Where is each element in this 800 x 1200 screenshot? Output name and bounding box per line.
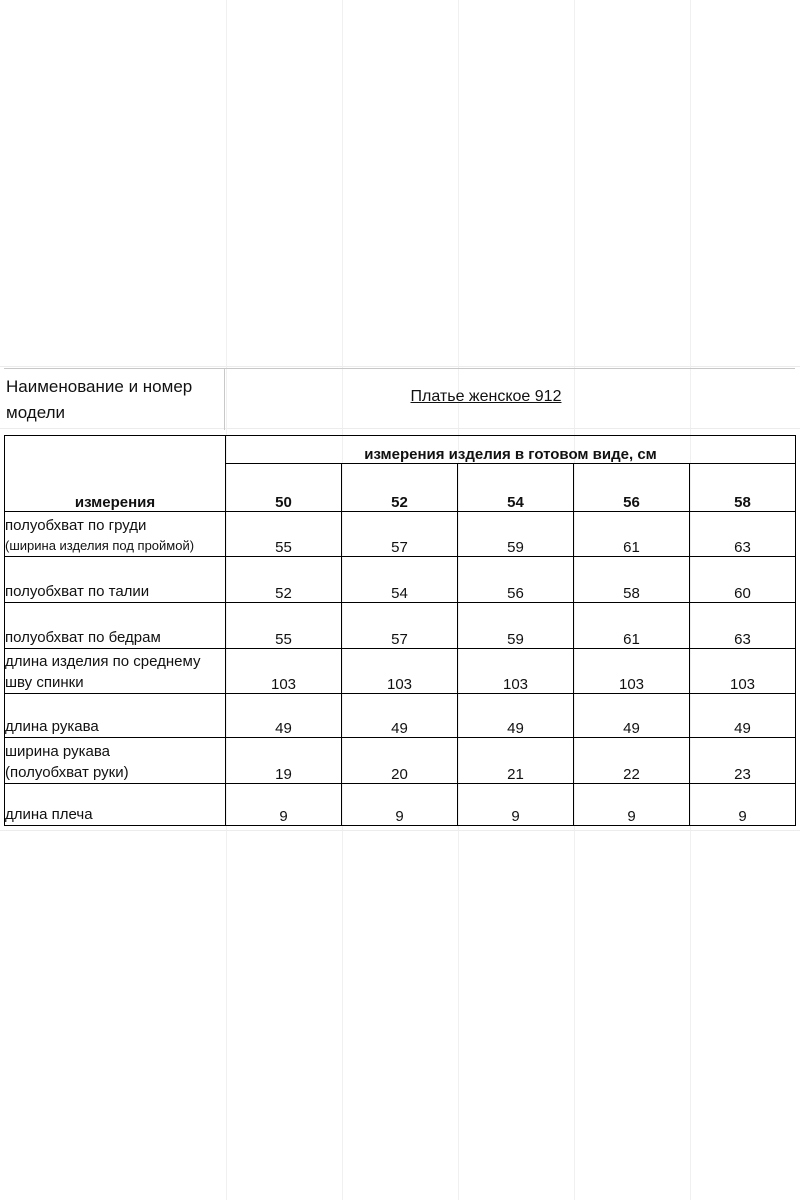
table-row: [5, 738, 796, 784]
header-border-top: [4, 368, 795, 369]
value-cell: 103: [226, 649, 342, 694]
value-cell: 22: [574, 738, 690, 784]
row-label: длина плеча: [5, 806, 93, 823]
table-row: [5, 784, 796, 826]
value-cell: 49: [342, 694, 458, 738]
value-cell: 9: [574, 784, 690, 826]
value-cell: 61: [574, 512, 690, 557]
size-header: 56: [574, 464, 690, 512]
row-label-cell: [5, 694, 226, 738]
header-divider: [224, 368, 225, 430]
value-cell: 103: [342, 649, 458, 694]
value-cell: 54: [342, 557, 458, 603]
value-cell: 9: [342, 784, 458, 826]
value-cell: 103: [690, 649, 796, 694]
row-label: полуобхват по талии: [5, 583, 150, 600]
value-cell: 19: [226, 738, 342, 784]
row-label: полуобхват по бедрам: [5, 629, 161, 646]
row-label-cell: [5, 784, 226, 826]
table-row: [5, 694, 796, 738]
size-header: 58: [690, 464, 796, 512]
size-header: 52: [342, 464, 458, 512]
value-cell: 61: [574, 603, 690, 649]
value-cell: 49: [690, 694, 796, 738]
value-cell: 63: [690, 512, 796, 557]
caption-row: [5, 436, 796, 464]
value-cell: 21: [458, 738, 574, 784]
value-cell: 63: [690, 603, 796, 649]
row-label: ширина рукава: [5, 743, 110, 760]
value-cell: 57: [342, 603, 458, 649]
value-cell: 9: [226, 784, 342, 826]
value-cell: 59: [458, 603, 574, 649]
value-cell: 49: [574, 694, 690, 738]
value-cell: 52: [226, 557, 342, 603]
row-sublabel: (ширина изделия под проймой): [5, 538, 195, 553]
value-cell: 49: [226, 694, 342, 738]
row-label-cell: [5, 512, 226, 557]
value-cell: 56: [458, 557, 574, 603]
value-cell: 103: [458, 649, 574, 694]
grid-line: [0, 366, 800, 367]
table-caption: измерения изделия в готовом виде, см: [226, 436, 796, 464]
model-name-label: Наименование и номер модели: [6, 377, 193, 422]
row-label-cell: [5, 649, 226, 694]
value-cell: 49: [458, 694, 574, 738]
grid-line: [0, 428, 800, 429]
table-row: [5, 512, 796, 557]
table-row: [5, 649, 796, 694]
value-cell: 55: [226, 512, 342, 557]
row-label: полуобхват по груди: [5, 517, 147, 534]
value-cell: 59: [458, 512, 574, 557]
table-row: [5, 557, 796, 603]
row-label-cell: [5, 603, 226, 649]
row-label-cell: [5, 557, 226, 603]
value-cell: 57: [342, 512, 458, 557]
size-header: 54: [458, 464, 574, 512]
value-cell: 20: [342, 738, 458, 784]
row-label-cell: [5, 738, 226, 784]
value-cell: 60: [690, 557, 796, 603]
table-row: [5, 603, 796, 649]
grid-line: [0, 830, 800, 831]
value-cell: 55: [226, 603, 342, 649]
row-label: длина рукава: [5, 718, 99, 735]
measure-header-cell: измерения: [5, 436, 226, 512]
row-sublabel: (полуобхват руки): [5, 764, 129, 781]
row-sublabel: шву спинки: [5, 674, 84, 691]
row-label: длина изделия по среднему: [5, 653, 201, 670]
value-cell: 23: [690, 738, 796, 784]
model-title: Платье женское 912: [410, 388, 562, 405]
value-cell: 103: [574, 649, 690, 694]
value-cell: 58: [574, 557, 690, 603]
value-cell: 9: [458, 784, 574, 826]
size-chart-table: [4, 435, 796, 826]
size-header: 50: [226, 464, 342, 512]
value-cell: 9: [690, 784, 796, 826]
